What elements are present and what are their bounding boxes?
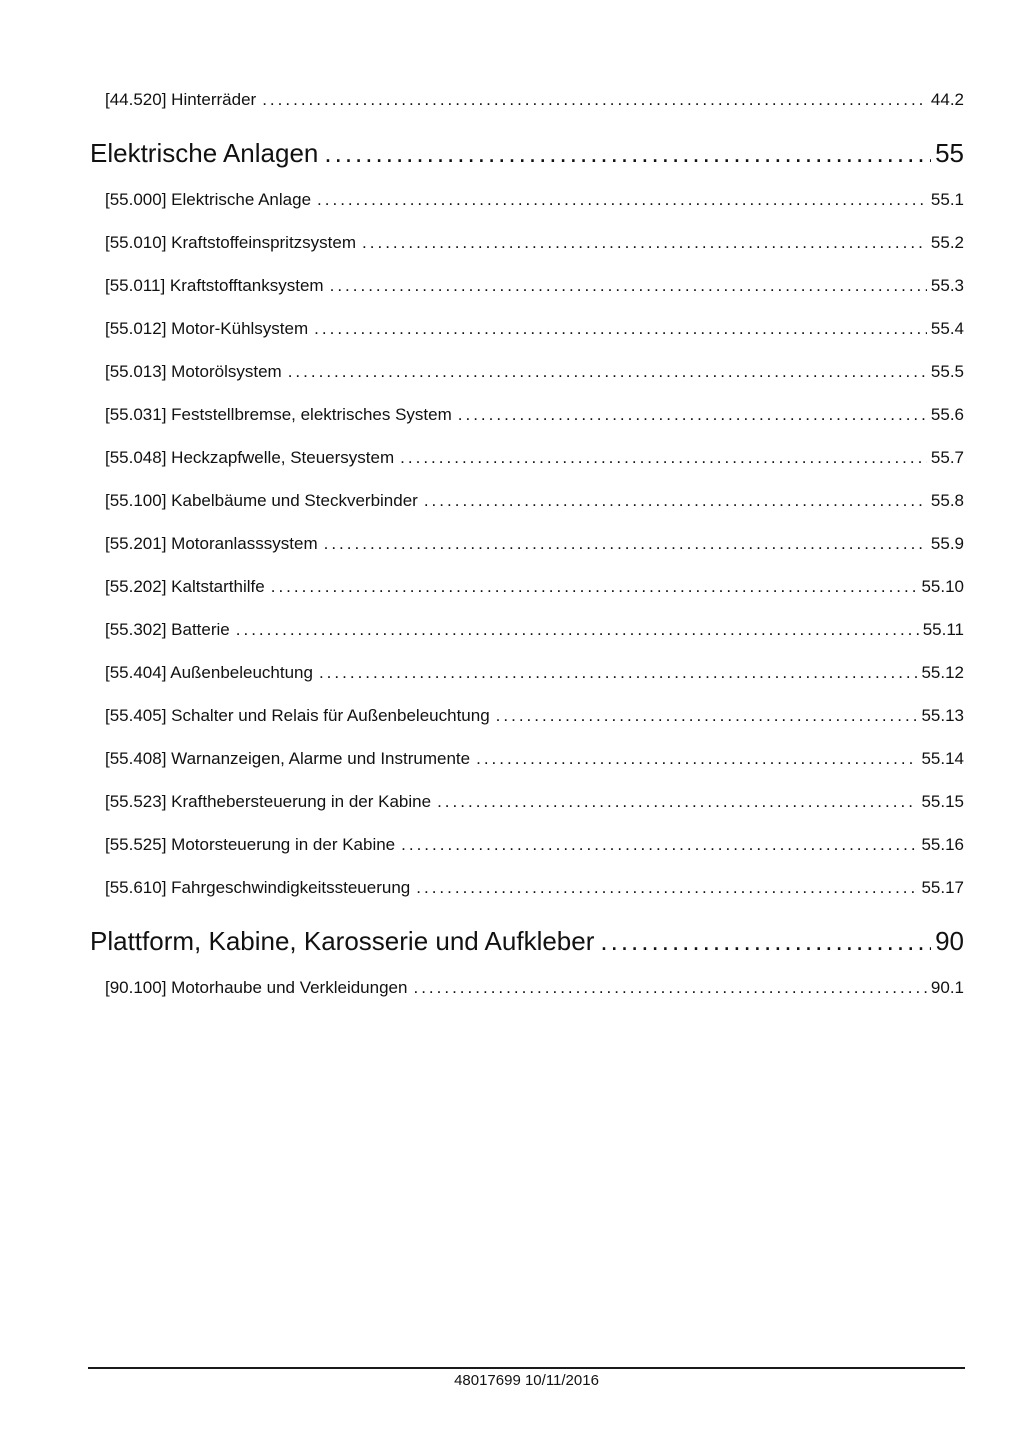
dot-leader bbox=[496, 706, 918, 726]
toc-entry-label: [55.408] Warnanzeigen, Alarme und Instrumente bbox=[105, 749, 471, 768]
table-of-contents bbox=[88, 90, 964, 1021]
toc-entry-label: [55.011] Kraftstofftanksystem bbox=[105, 276, 324, 295]
toc-entry-page: 55.1 bbox=[930, 190, 964, 209]
toc-entry-page: 55.16 bbox=[921, 835, 964, 854]
dot-leader bbox=[330, 276, 927, 296]
toc-section-heading bbox=[88, 926, 964, 957]
toc-entry-page: 55.11 bbox=[922, 620, 964, 639]
toc-entry bbox=[88, 534, 964, 554]
toc-entry bbox=[88, 448, 964, 468]
toc-entry-label: [55.523] Krafthebersteuerung in der Kabine bbox=[105, 792, 432, 811]
toc-entry-page: 55.7 bbox=[930, 448, 964, 467]
toc-entry-label: [55.048] Heckzapfwelle, Steuersystem bbox=[105, 448, 395, 467]
toc-entry-label: [55.404] Außenbeleuchtung bbox=[105, 663, 313, 682]
toc-entry bbox=[88, 362, 964, 382]
toc-entry bbox=[88, 792, 964, 812]
toc-entry-label: [44.520] Hinterräder bbox=[105, 90, 257, 109]
dot-leader bbox=[600, 926, 931, 957]
footer-divider bbox=[88, 1367, 965, 1369]
toc-entry bbox=[88, 620, 964, 640]
footer-publication-info: 48017699 10/11/2016 bbox=[454, 1372, 599, 1389]
dot-leader bbox=[271, 577, 918, 597]
toc-entry-label: [55.202] Kaltstarthilfe bbox=[105, 577, 265, 596]
dot-leader bbox=[324, 138, 931, 169]
toc-section-page: 90 bbox=[935, 926, 964, 956]
toc-entry-label: [55.525] Motorsteuerung in der Kabine bbox=[105, 835, 396, 854]
toc-entry-page: 90.1 bbox=[930, 978, 964, 997]
dot-leader bbox=[416, 878, 917, 898]
toc-entry-label: [55.012] Motor-Kühlsystem bbox=[105, 319, 309, 338]
toc-entry-page: 55.14 bbox=[921, 749, 964, 768]
dot-leader bbox=[324, 534, 927, 554]
toc-section-page: 55 bbox=[935, 138, 964, 168]
toc-entry-page: 55.4 bbox=[930, 319, 964, 338]
toc-entry-page: 55.9 bbox=[930, 534, 964, 553]
toc-entry-page: 55.17 bbox=[921, 878, 964, 897]
dot-leader bbox=[437, 792, 917, 812]
toc-entry bbox=[88, 749, 964, 769]
toc-entry-page: 55.2 bbox=[930, 233, 964, 252]
dot-leader bbox=[288, 362, 927, 382]
toc-entry bbox=[88, 233, 964, 253]
toc-entry-page: 55.10 bbox=[921, 577, 964, 596]
toc-entry bbox=[88, 978, 964, 998]
toc-entry bbox=[88, 878, 964, 898]
toc-section-heading bbox=[88, 138, 964, 169]
dot-leader bbox=[424, 491, 927, 511]
toc-entry-page: 55.12 bbox=[921, 663, 964, 682]
toc-entry-page: 55.6 bbox=[930, 405, 964, 424]
toc-entry-page: 55.8 bbox=[930, 491, 964, 510]
toc-entry-label: [55.000] Elektrische Anlage bbox=[105, 190, 312, 209]
toc-entry-label: [55.100] Kabelbäume und Steckverbinder bbox=[105, 491, 418, 510]
toc-entry bbox=[88, 706, 964, 726]
toc-entry bbox=[88, 319, 964, 339]
toc-entry bbox=[88, 663, 964, 683]
toc-section-title: Plattform, Kabine, Karosserie und Aufkleber bbox=[90, 926, 595, 956]
toc-entry-page: 44.2 bbox=[930, 90, 964, 109]
dot-leader bbox=[362, 233, 927, 253]
toc-entry-label: [55.201] Motoranlasssystem bbox=[105, 534, 318, 553]
dot-leader bbox=[400, 448, 927, 468]
dot-leader bbox=[262, 90, 927, 110]
toc-section-title: Elektrische Anlagen bbox=[90, 138, 319, 168]
dot-leader bbox=[317, 190, 927, 210]
toc-entry-page: 55.15 bbox=[921, 792, 964, 811]
dot-leader bbox=[314, 319, 927, 339]
dot-leader bbox=[236, 620, 919, 640]
toc-entry-label: [55.031] Feststellbremse, elektrisches System bbox=[105, 405, 452, 424]
toc-entry bbox=[88, 835, 964, 855]
toc-entry bbox=[88, 491, 964, 511]
dot-leader bbox=[476, 749, 917, 769]
toc-entry bbox=[88, 90, 964, 110]
toc-entry-page: 55.5 bbox=[930, 362, 964, 381]
toc-entry-page: 55.13 bbox=[921, 706, 964, 725]
toc-entry bbox=[88, 405, 964, 425]
toc-entry-label: [55.610] Fahrgeschwindigkeitssteuerung bbox=[105, 878, 411, 897]
toc-entry-label: [55.010] Kraftstoffeinspritzsystem bbox=[105, 233, 357, 252]
dot-leader bbox=[413, 978, 926, 998]
toc-entry-label: [55.013] Motorölsystem bbox=[105, 362, 282, 381]
toc-entry-label: [55.302] Batterie bbox=[105, 620, 230, 639]
dot-leader bbox=[319, 663, 918, 683]
toc-entry-label: [90.100] Motorhaube und Verkleidungen bbox=[105, 978, 408, 997]
toc-entry-page: 55.3 bbox=[930, 276, 964, 295]
toc-entry bbox=[88, 190, 964, 210]
dot-leader bbox=[458, 405, 927, 425]
toc-entry-label: [55.405] Schalter und Relais für Außenbeleuchtung bbox=[105, 706, 490, 725]
toc-entry bbox=[88, 276, 964, 296]
dot-leader bbox=[401, 835, 917, 855]
toc-entry bbox=[88, 577, 964, 597]
